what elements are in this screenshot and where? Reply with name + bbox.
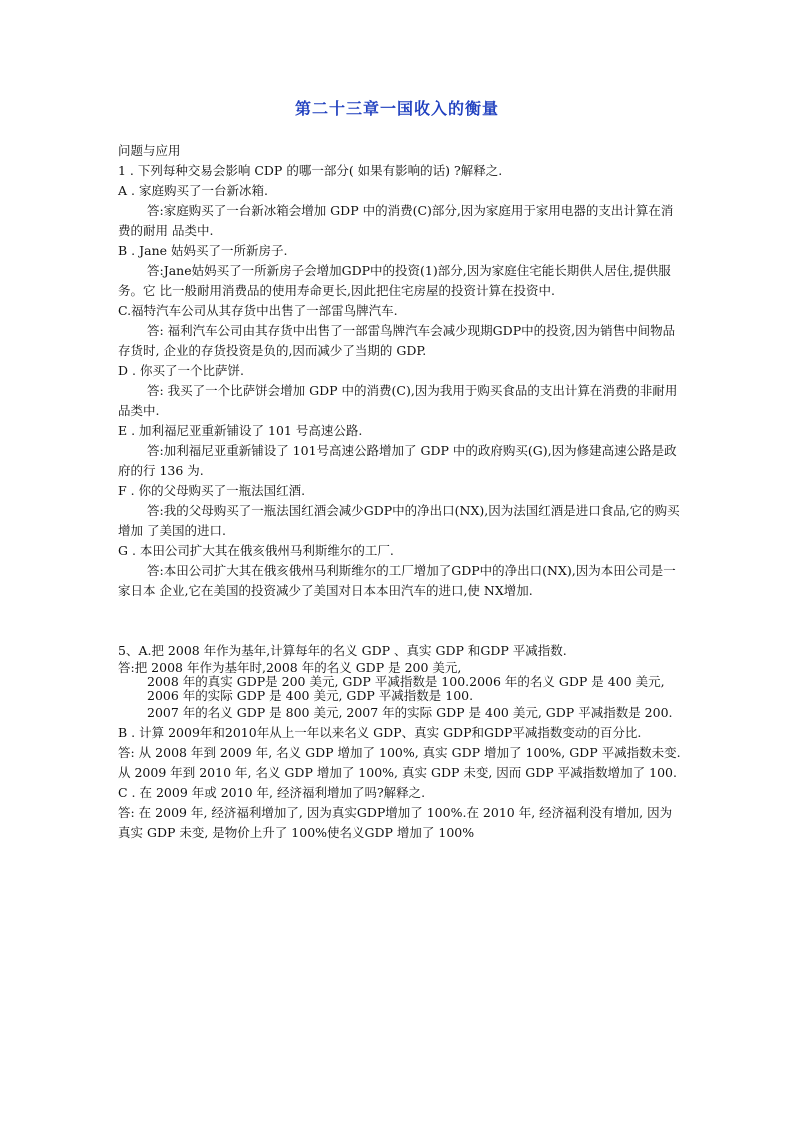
item-answer: 答:加利福尼亚重新铺设了 101号高速公路增加了 GDP 中的政府购买(G),因为修建高速公路是政府的行 136 为. bbox=[118, 443, 677, 478]
item-answer: 答:本田公司扩大其在俄亥俄州马利斯维尔的工厂增加了GDP中的净出口(NX),因为本田公司是一家日本 企业,它在美国的投资减少了美国对日本本田汽车的进口,使 NX增加. bbox=[118, 563, 676, 598]
item-answer: 答: 福利汽车公司由其存货中出售了一部雷鸟牌汽车会减少现期GDP中的投资,因为销售中间物品存货时, 企业的存货投资是负的,因而减少了当期的 GDP. bbox=[118, 323, 676, 358]
q5-a-answer-1: 答:把 2008 年作为基年时,2008 年的名义 GDP 是 200 美元, bbox=[118, 660, 462, 675]
section-heading: 问题与应用 bbox=[118, 143, 181, 158]
section-gap bbox=[118, 601, 684, 641]
item-answer: 答:我的父母购买了一瓶法国红酒会减少GDP中的净出口(NX),因为法国红酒是进口食品,它的购买增加 了美国的进口. bbox=[118, 503, 680, 538]
item-g bbox=[118, 541, 684, 601]
q5-part-a: 5、A.把 2008 年作为基年,计算每年的名义 GDP 、真实 GDP 和GDP 平减指数. bbox=[118, 643, 567, 658]
item-answer: 答:家庭购买了一台新冰箱会增加 GDP 中的消费(C)部分,因为家庭用于家用电器的支出计算在消费的耐用 品类中. bbox=[118, 203, 674, 238]
q5-b-answer-2: 从 2009 年到 2010 年, 名义 GDP 增加了 100%, 真实 GDP 未变, 因而 GDP 平减指数增加了 100. bbox=[118, 765, 677, 780]
item-answer: 答: 我买了一个比萨饼会增加 GDP 中的消费(C),因为我用于购买食品的支出计算在消费的非耐用品类中. bbox=[118, 383, 678, 418]
q5-b-answer-1: 答: 从 2008 年到 2009 年, 名义 GDP 增加了 100%, 真实 GDP 增加了 100%, GDP 平减指数未变. bbox=[118, 745, 681, 760]
q5-a-answer-4: 2007 年的名义 GDP 是 800 美元, 2007 年的实际 GDP 是 400 美元, GDP 平减指数是 200. bbox=[147, 705, 673, 720]
item-question: A . 家庭购买了一台新冰箱. bbox=[118, 183, 268, 198]
item-f bbox=[118, 481, 684, 541]
q5-a-answer-2: 2008 年的真实 GDP是 200 美元, GDP 平减指数是 100.2006 年的名义 GDP 是 400 美元, bbox=[147, 674, 665, 689]
item-answer: 答:Jane姑妈买了一所新房子会增加GDP中的投资(1)部分,因为家庭住宅能长期供人居住,提供服务。它 比一般耐用消费品的使用寿命更长,因此把住宅房屋的投资计算在投资中. bbox=[118, 263, 671, 298]
item-question: F . 你的父母购买了一瓶法国红酒. bbox=[118, 483, 306, 498]
q5-c-answer: 答: 在 2009 年, 经济福利增加了, 因为真实GDP增加了 100%.在 2010 年, 经济福利没有增加, 因为真实 GDP 未变, 是物价上升了 100%使名义GDP 增加了 100% bbox=[118, 805, 673, 840]
item-question: D . 你买了一个比萨饼. bbox=[118, 363, 244, 378]
item-question: C.福特汽车公司从其存货中出售了一部雷鸟牌汽车. bbox=[118, 303, 398, 318]
q5-a-answer-3: 2006 年的实际 GDP 是 400 美元, GDP 平减指数是 100. bbox=[147, 688, 474, 703]
document-body bbox=[118, 141, 684, 843]
q5-part-c: C . 在 2009 年或 2010 年, 经济福利增加了吗?解释之. bbox=[118, 785, 426, 800]
question-5 bbox=[118, 641, 684, 843]
item-a bbox=[118, 181, 684, 241]
item-b bbox=[118, 241, 684, 301]
question-1: 1 . 下列每种交易会影响 CDP 的哪一部分( 如果有影响的话) ?解释之. bbox=[118, 163, 503, 178]
item-question: E . 加利福尼亚重新铺设了 101 号高速公路. bbox=[118, 423, 363, 438]
item-d bbox=[118, 361, 684, 421]
page-title: 第二十三章一国收入的衡量 bbox=[294, 99, 499, 118]
item-e bbox=[118, 421, 684, 481]
q5-part-b: B . 计算 2009年和2010年从上一年以来名义 GDP、真实 GDP和GDP平减指数变动的百分比. bbox=[118, 725, 642, 740]
item-question: B . Jane 姑妈买了一所新房子. bbox=[118, 243, 288, 258]
item-question: G . 本田公司扩大其在俄亥俄州马利斯维尔的工厂. bbox=[118, 543, 394, 558]
item-c bbox=[118, 301, 684, 361]
